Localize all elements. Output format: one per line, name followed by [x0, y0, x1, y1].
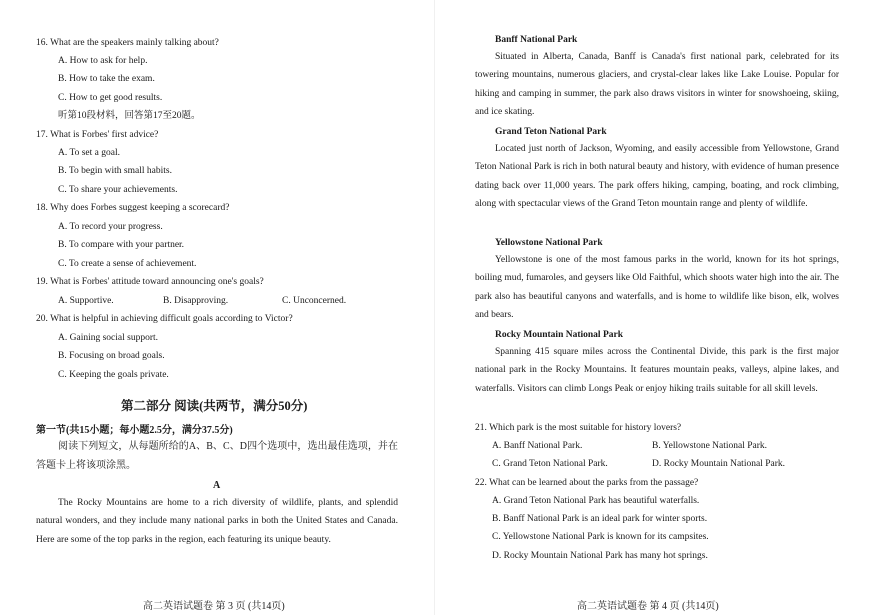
q16-option-a: A. How to ask for help. [58, 56, 148, 66]
q21-stem: 21. Which park is the most suitable for history lovers? [475, 423, 682, 433]
park-text-banff: Situated in Alberta, Canada, Banff is Canada's first national park, celebrated for its towering mountains, numerous glaciers, and crystal-clear lakes like Lake Louise. Popular for hiking and camping in summer, the park also draws visitors in winter for snowshoeing, skiing, and ice skating. [475, 52, 839, 118]
page-3-footer: 高二英语试题卷 第 3 页 (共14页) [143, 601, 285, 612]
q20-option-c: C. Keeping the goals private. [58, 370, 169, 380]
q20-stem: 20. What is helpful in achieving difficult goals according to Victor? [36, 314, 293, 324]
q17-option-b: B. To begin with small habits. [58, 166, 172, 176]
park-heading-banff: Banff National Park [495, 35, 578, 45]
park-text-yellowstone: Yellowstone is one of the most famous parks in the world, known for its hot springs, boiling mud, fumaroles, and geysers like Old Faithful, which shoots water high into the air. The park also has beautiful canyons and waterfalls, and is home to wildlife like bison, elk, wolves and bears. [475, 255, 839, 321]
q17-stem: 17. What is Forbes' first advice? [36, 130, 159, 140]
right-page [435, 0, 870, 615]
q22-option-a: A. Grand Teton National Park has beautiful waterfalls. [492, 496, 700, 506]
q20-option-a: A. Gaining social support. [58, 333, 159, 343]
q21-option-c: C. Grand Teton National Park. [492, 459, 608, 469]
park-text-rocky-mountain: Spanning 415 square miles across the Continental Divide, this park is the first major national park in the Rocky Mountains. It features mountain peaks, valleys, alpine lakes, and waterfalls. Visitors can climb Longs Peak or enjoy hiking trails suitable for all skill levels. [475, 347, 839, 394]
q17-option-c: C. To share your achievements. [58, 185, 178, 195]
page-4-footer: 高二英语试题卷 第 4 页 (共14页) [577, 601, 719, 612]
q18-option-a: A. To record your progress. [58, 222, 163, 232]
passage-label: A [213, 480, 221, 491]
q21-option-a: A. Banff National Park. [492, 441, 583, 451]
q19-option-a: A. Supportive. [58, 296, 114, 306]
q18-stem: 18. Why does Forbes suggest keeping a scorecard? [36, 203, 230, 213]
q18-option-b: B. To compare with your partner. [58, 240, 185, 250]
q16-option-c: C. How to get good results. [58, 93, 163, 103]
q22-option-b: B. Banff National Park is an ideal park for winter sports. [492, 514, 708, 524]
q21-option-d: D. Rocky Mountain National Park. [652, 459, 785, 469]
q21-option-b: B. Yellowstone National Park. [652, 441, 768, 451]
q19-stem: 19. What is Forbes' attitude toward announcing one's goals? [36, 277, 264, 287]
q19-option-c: C. Unconcerned. [282, 296, 347, 306]
q20-option-b: B. Focusing on broad goals. [58, 351, 165, 361]
q17-option-a: A. To set a goal. [58, 148, 120, 158]
part-two-title: 第二部分 阅读(共两节，满分50分) [121, 399, 308, 413]
q16-stem: 16. What are the speakers mainly talking about? [36, 38, 219, 48]
park-heading-yellowstone: Yellowstone National Park [495, 238, 603, 248]
section-one-title: 第一节(共15小题；每小题2.5分，满分37.5分) [36, 425, 233, 436]
listening-note: 听第10段材料，回答第17至20题。 [58, 111, 201, 121]
q18-option-c: C. To create a sense of achievement. [58, 259, 197, 269]
q19-option-b: B. Disapproving. [163, 296, 229, 306]
passage-intro: The Rocky Mountains are home to a rich diversity of wildlife, plants, and splendid natural wonders, and they include many national parks in both the United States and Canada. Here are some of the top parks in the region, each featuring its unique beauty. [36, 498, 398, 545]
q22-option-c: C. Yellowstone National Park is known for its campsites. [492, 532, 709, 542]
q22-option-d: D. Rocky Mountain National Park has many hot springs. [492, 551, 708, 561]
park-heading-grand-teton: Grand Teton National Park [495, 127, 607, 137]
park-text-grand-teton: Located just north of Jackson, Wyoming, and easily accessible from Yellowstone, Grand Teton National Park is rich in both natural beauty and history, with evidence of human presence dating back over 11,000 years. The park offers hiking, camping, boating, and rock climbing, along with spectacular views of the Grand Teton mountain range and plenty of wildlife. [475, 144, 839, 210]
reading-instruction: 阅读下列短文，从每题所给的A、B、C、D四个选项中，选出最佳选项，并在答题卡上将该项涂黑。 [36, 441, 398, 471]
q22-stem: 22. What can be learned about the parks from the passage? [475, 478, 699, 488]
park-heading-rocky-mountain: Rocky Mountain National Park [495, 330, 623, 340]
q16-option-b: B. How to take the exam. [58, 74, 155, 84]
